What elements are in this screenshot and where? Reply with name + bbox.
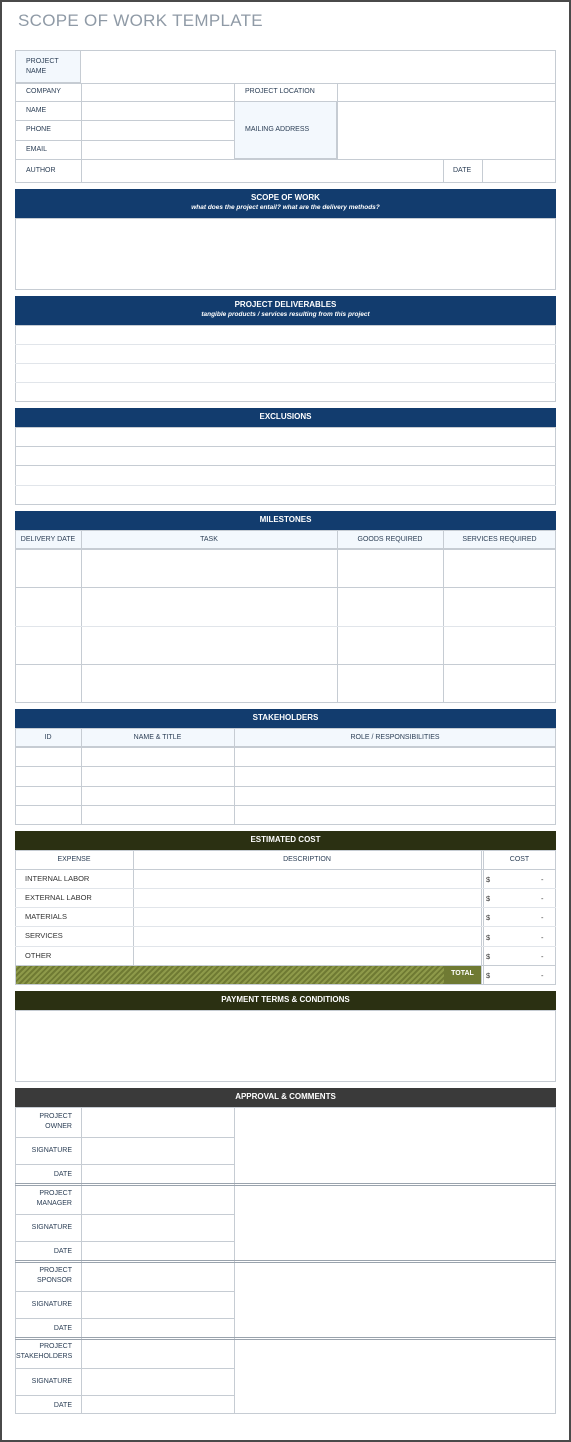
expense-label: INTERNAL LABOR bbox=[25, 874, 90, 883]
mailing-address-field[interactable] bbox=[338, 102, 555, 158]
col-task: TASK bbox=[200, 536, 218, 543]
col-expense: EXPENSE bbox=[57, 856, 91, 863]
phone-field[interactable] bbox=[82, 121, 233, 139]
signature-label: SIGNATURE bbox=[31, 1147, 72, 1154]
email-label: EMAIL bbox=[26, 146, 48, 153]
milestone-row[interactable] bbox=[16, 665, 555, 702]
expense-label: MATERIALS bbox=[25, 912, 67, 921]
email-field[interactable] bbox=[82, 141, 233, 158]
payment-heading: PAYMENT TERMS & CONDITIONS bbox=[221, 995, 350, 1004]
exclusions-heading: EXCLUSIONS bbox=[259, 412, 312, 421]
payment-text-area[interactable] bbox=[15, 1010, 556, 1082]
approval-comments-field[interactable] bbox=[235, 1264, 555, 1336]
currency-symbol: $ bbox=[486, 913, 491, 922]
exclusion-row[interactable] bbox=[16, 428, 555, 445]
signature-label: SIGNATURE bbox=[31, 1378, 72, 1385]
approver-name-field[interactable] bbox=[82, 1108, 233, 1136]
currency-symbol: $ bbox=[486, 875, 491, 884]
currency-symbol: $ bbox=[486, 933, 491, 942]
col-description: DESCRIPTION bbox=[283, 856, 331, 863]
deliverables-subheading: tangible products / services resulting from this project bbox=[201, 311, 370, 318]
cost-value: - bbox=[541, 894, 544, 903]
expense-label: EXTERNAL LABOR bbox=[25, 893, 92, 902]
name-field[interactable] bbox=[82, 102, 233, 119]
name-label: NAME bbox=[26, 107, 47, 114]
deliverable-row[interactable] bbox=[16, 345, 555, 362]
signature-label: SIGNATURE bbox=[31, 1301, 72, 1308]
signature-field[interactable] bbox=[82, 1215, 233, 1240]
stakeholder-row[interactable] bbox=[16, 748, 555, 765]
col-id: ID bbox=[44, 734, 52, 741]
scope-heading: SCOPE OF WORK bbox=[251, 193, 320, 202]
date-label: DATE bbox=[53, 1248, 72, 1255]
project-location-field[interactable] bbox=[338, 84, 555, 100]
deliverable-row[interactable] bbox=[16, 326, 555, 343]
approver-name-field[interactable] bbox=[82, 1264, 233, 1290]
deliverable-row[interactable] bbox=[16, 364, 555, 381]
col-services-required: SERVICES REQUIRED bbox=[462, 536, 537, 543]
signature-field[interactable] bbox=[82, 1138, 233, 1163]
phone-label: PHONE bbox=[26, 126, 51, 133]
stakeholder-row[interactable] bbox=[16, 787, 555, 804]
total-value: - bbox=[541, 971, 544, 980]
stakeholder-row[interactable] bbox=[16, 767, 555, 785]
approval-header bbox=[15, 1088, 556, 1107]
approval-comments-field[interactable] bbox=[235, 1108, 555, 1182]
approval-date-field[interactable] bbox=[82, 1319, 233, 1336]
expense-label: SERVICES bbox=[25, 931, 63, 940]
deliverables-header bbox=[15, 296, 556, 325]
company-field[interactable] bbox=[82, 84, 233, 100]
date-label: DATE bbox=[53, 1402, 72, 1409]
estimated-cost-header bbox=[15, 831, 556, 850]
milestones-heading: MILESTONES bbox=[259, 515, 312, 524]
scope-header bbox=[15, 189, 556, 218]
total-hatch-fill bbox=[16, 966, 444, 984]
project-name-label: PROJECT NAME bbox=[26, 58, 59, 75]
milestones-header bbox=[15, 511, 556, 530]
cost-value: - bbox=[541, 933, 544, 942]
deliverable-row[interactable] bbox=[16, 383, 555, 401]
cost-value: - bbox=[541, 952, 544, 961]
milestone-row[interactable] bbox=[16, 550, 555, 586]
date-label: DATE bbox=[453, 167, 472, 174]
approver-role-label: PROJECT SPONSOR bbox=[36, 1267, 72, 1284]
approver-role-label: PROJECT OWNER bbox=[39, 1113, 72, 1130]
date-field[interactable] bbox=[483, 160, 555, 182]
author-field[interactable] bbox=[82, 160, 442, 182]
approval-date-field[interactable] bbox=[82, 1396, 233, 1413]
approver-role-label: PROJECT STAKEHOLDERS bbox=[16, 1343, 73, 1360]
currency-symbol: $ bbox=[486, 952, 491, 961]
company-label: COMPANY bbox=[26, 88, 61, 95]
mailing-address-label: MAILING ADDRESS bbox=[245, 126, 310, 133]
exclusion-row[interactable] bbox=[16, 447, 555, 464]
approver-role-label: PROJECT MANAGER bbox=[36, 1190, 72, 1207]
approver-name-field[interactable] bbox=[82, 1187, 233, 1213]
col-cost: COST bbox=[509, 856, 530, 863]
project-name-field[interactable] bbox=[82, 51, 555, 82]
exclusion-row[interactable] bbox=[16, 486, 555, 504]
cost-value: - bbox=[541, 913, 544, 922]
col-role: ROLE / RESPONSIBILITIES bbox=[350, 734, 440, 741]
date-label: DATE bbox=[53, 1325, 72, 1332]
approval-date-field[interactable] bbox=[82, 1165, 233, 1182]
stakeholders-heading: STAKEHOLDERS bbox=[252, 713, 319, 722]
total-label: TOTAL bbox=[451, 970, 474, 977]
currency-symbol: $ bbox=[486, 894, 491, 903]
col-delivery-date: DELIVERY DATE bbox=[20, 536, 76, 543]
expense-label: OTHER bbox=[25, 951, 52, 960]
stakeholders-header bbox=[15, 709, 556, 728]
approval-date-field[interactable] bbox=[82, 1242, 233, 1259]
payment-header bbox=[15, 991, 556, 1010]
signature-label: SIGNATURE bbox=[31, 1224, 72, 1231]
signature-field[interactable] bbox=[82, 1292, 233, 1317]
cost-value: - bbox=[541, 875, 544, 884]
approver-name-field[interactable] bbox=[82, 1341, 233, 1367]
author-label: AUTHOR bbox=[26, 167, 56, 174]
approval-comments-field[interactable] bbox=[235, 1341, 555, 1413]
scope-text-area[interactable] bbox=[15, 218, 556, 290]
date-label: DATE bbox=[53, 1171, 72, 1178]
exclusion-row[interactable] bbox=[16, 466, 555, 484]
estimated-cost-heading: ESTIMATED COST bbox=[250, 835, 321, 844]
exclusions-header bbox=[15, 408, 556, 427]
signature-field[interactable] bbox=[82, 1369, 233, 1394]
total-currency-symbol: $ bbox=[486, 971, 491, 980]
col-goods-required: GOODS REQUIRED bbox=[357, 536, 423, 543]
deliverables-heading: PROJECT DELIVERABLES bbox=[234, 300, 337, 309]
approval-heading: APPROVAL & COMMENTS bbox=[235, 1092, 336, 1101]
scope-subheading: what does the project entail? what are the delivery methods? bbox=[191, 204, 380, 211]
stakeholder-row[interactable] bbox=[16, 806, 555, 824]
milestone-row[interactable] bbox=[16, 627, 555, 663]
approval-comments-field[interactable] bbox=[235, 1187, 555, 1259]
project-location-label: PROJECT LOCATION bbox=[245, 88, 315, 95]
page-title: SCOPE OF WORK TEMPLATE bbox=[18, 11, 263, 30]
col-name-title: NAME & TITLE bbox=[133, 734, 182, 741]
milestone-row[interactable] bbox=[16, 588, 555, 625]
